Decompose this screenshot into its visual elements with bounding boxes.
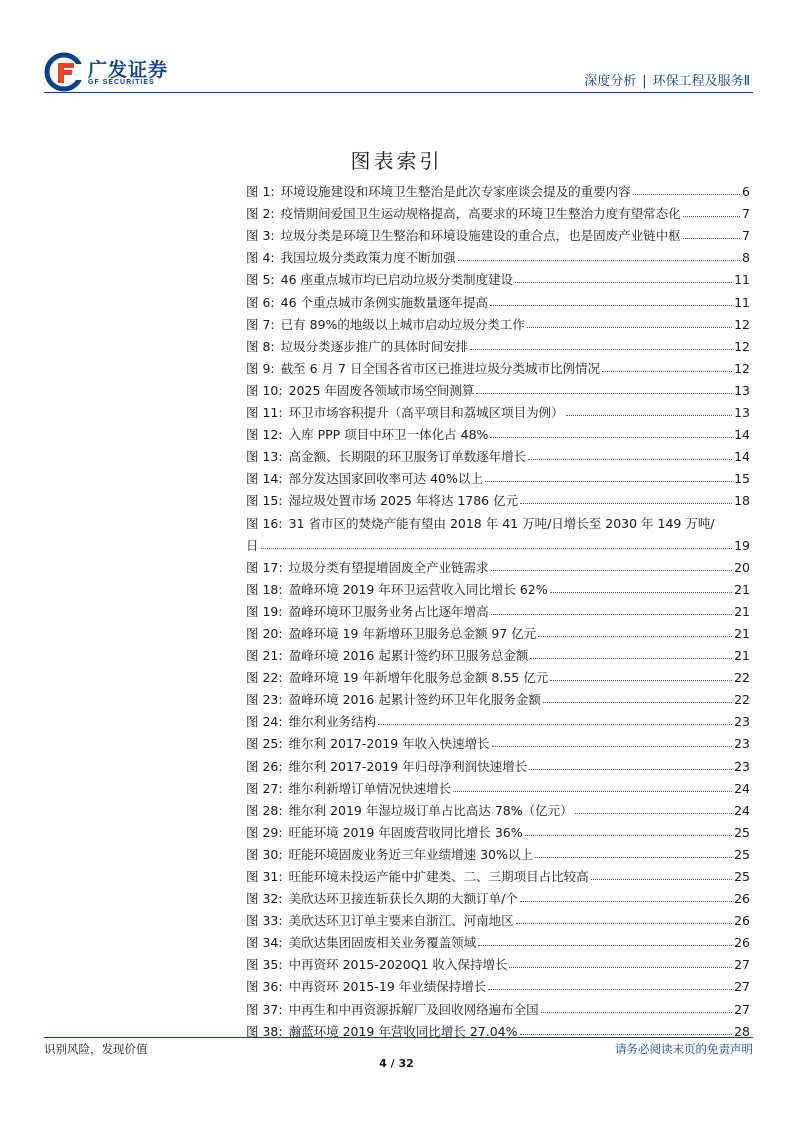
toc-entry[interactable] <box>246 221 750 243</box>
report-type: 深度分析 <box>584 74 637 89</box>
toc-entry-label: 图 36: <box>246 979 283 995</box>
toc-dot-leader <box>378 724 732 725</box>
toc-entry-page: 25 <box>734 846 750 862</box>
toc-entry[interactable] <box>246 751 750 773</box>
toc-entry-label: 图 3: <box>246 228 275 244</box>
toc-dot-leader <box>261 548 733 549</box>
toc-entry-label: 图 25: <box>246 736 283 752</box>
toc-entry-label: 图 17: <box>246 559 283 575</box>
toc-entry[interactable] <box>246 464 750 486</box>
toc-entry-label: 图 24: <box>246 714 283 730</box>
toc-entry-label: 图 20: <box>246 625 283 641</box>
toc-entry[interactable] <box>246 707 750 729</box>
toc-entry[interactable] <box>246 950 750 972</box>
toc-entry-page: 21 <box>734 581 750 597</box>
toc-entry[interactable] <box>246 442 750 464</box>
toc-dot-leader <box>535 857 732 858</box>
toc-entry[interactable] <box>246 553 750 575</box>
toc-dot-leader <box>543 702 732 703</box>
toc-entry-title: 我国垃圾分类政策力度不断加强 <box>280 250 456 266</box>
toc-dot-leader <box>591 879 732 880</box>
toc-entry[interactable] <box>246 994 750 1016</box>
toc-entry-label: 图 35: <box>246 957 283 973</box>
toc-entry-title: 疫情期间爱国卫生运动规格提高，高要求的环境卫生整治力度有望常态化 <box>280 206 681 222</box>
toc-entry-label: 图 34: <box>246 935 283 951</box>
toc-entry[interactable] <box>246 840 750 862</box>
toc-dot-leader <box>492 746 732 747</box>
toc-entry[interactable] <box>246 575 750 597</box>
toc-entry-label: 图 5: <box>246 272 275 288</box>
toc-entry-title: 美欣达环卫接连斩获长久期的大额订单/个 <box>288 891 518 907</box>
toc-entry-title: 入库 PPP 项目中环卫一体化占 48% <box>288 427 489 443</box>
toc-entry-title: 维尔利业务结构 <box>288 714 377 730</box>
toc-entry-page: 11 <box>734 272 750 288</box>
gf-logo-icon <box>44 52 84 92</box>
toc-entry[interactable] <box>246 376 750 398</box>
toc-entry[interactable] <box>246 818 750 840</box>
toc-entry-title: 中再生和中再资源拆解厂及回收网络遍布全国 <box>288 1001 539 1017</box>
toc-dot-leader <box>525 835 732 836</box>
report-category-header <box>581 70 753 89</box>
toc-entry[interactable] <box>246 884 750 906</box>
toc-entry-page: 19 <box>734 537 750 553</box>
toc-entry-label: 图 27: <box>246 780 283 796</box>
toc-entry[interactable] <box>246 177 750 199</box>
toc-entry[interactable] <box>246 862 750 884</box>
toc-entry-title: 46 座重点城市均已启动垃圾分类制度建设 <box>280 272 514 288</box>
toc-entry-label: 图 30: <box>246 846 283 862</box>
toc-entry-page: 23 <box>734 714 750 730</box>
page-number: 4 / 32 <box>379 1057 414 1070</box>
toc-entry-page: 24 <box>734 780 750 796</box>
toc-entry-label: 图 26: <box>246 758 283 774</box>
toc-entry-title: 盈峰环境 19 年新增年化服务总金额 8.55 亿元 <box>288 670 549 686</box>
toc-entry-title: 盈峰环境 2019 年环卫运营收入同比增长 62% <box>288 581 548 597</box>
toc-entry-page: 21 <box>734 648 750 664</box>
toc-dot-leader <box>490 305 732 306</box>
toc-entry-label: 图 12: <box>246 427 283 443</box>
toc-entry-page: 12 <box>734 316 750 332</box>
toc-entry-label: 图 33: <box>246 913 283 929</box>
toc-entry-label: 图 9: <box>246 360 275 376</box>
toc-entry-label: 图 37: <box>246 1001 283 1017</box>
toc-entry-page: 21 <box>734 625 750 641</box>
toc-entry-title: 中再资环 2015-2020Q1 收入保持增长 <box>288 957 508 973</box>
toc-dot-leader <box>575 813 732 814</box>
toc-entry-title: 46 个重点城市条例实施数量逐年提高 <box>280 294 489 310</box>
toc-dot-leader <box>476 393 732 394</box>
toc-dot-leader <box>515 282 732 283</box>
logo-text-en: GF SECURITIES <box>88 79 155 86</box>
toc-entry-title: 垃圾分类是环境卫生整治和环境设施建设的重合点，也是固废产业链中枢 <box>280 228 681 244</box>
toc-dot-leader <box>490 437 732 438</box>
toc-entry-page: 13 <box>734 405 750 421</box>
toc-entry-title: 美欣达环卫订单主要来自浙江、河南地区 <box>288 913 514 929</box>
toc-entry-title: 部分发达国家回收率可达 40%以上 <box>288 471 483 487</box>
toc-entry[interactable] <box>246 531 750 553</box>
toc-entry-label: 图 7: <box>246 316 275 332</box>
toc-dot-leader <box>491 570 732 571</box>
toc-entry-title: 旺能环境 2019 年固废营收同比增长 36% <box>288 824 523 840</box>
toc-entry-title: 维尔利 2017-2019 年收入快速增长 <box>288 736 490 752</box>
toc-entry[interactable] <box>246 729 750 751</box>
toc-entry-title: 环卫市场容积提升（高平项目和荔城区项目为例） <box>288 405 564 421</box>
toc-entry-page: 27 <box>734 957 750 973</box>
toc-entry[interactable] <box>246 354 750 376</box>
toc-dot-leader <box>520 503 732 504</box>
toc-entry-label: 图 29: <box>246 824 283 840</box>
toc-entry-title: 高金额、长期限的环卫服务订单数逐年增长 <box>288 449 527 465</box>
toc-entry[interactable] <box>246 265 750 287</box>
toc-dot-leader <box>683 216 740 217</box>
toc-entry-page: 27 <box>734 1001 750 1017</box>
toc-entry-label: 图 23: <box>246 692 283 708</box>
toc-entry-page: 7 <box>742 206 750 222</box>
toc-entry-title: 环境设施建设和环境卫生整治是此次专家座谈会提及的重要内容 <box>280 184 631 200</box>
toc-entry-page: 6 <box>742 184 750 200</box>
toc-entry-label: 图 19: <box>246 603 283 619</box>
toc-entry-label: 图 28: <box>246 802 283 818</box>
toc-entry[interactable] <box>246 774 750 796</box>
toc-entry-title: 垃圾分类逐步推广的具体时间安排 <box>280 338 469 354</box>
toc-dot-leader <box>453 791 732 792</box>
toc-entry-title: 旺能环境固废业务近三年业绩增速 30%以上 <box>288 846 533 862</box>
footer-disclaimer-note: 请务必阅读末页的免责声明 <box>615 1042 753 1056</box>
toc-dot-leader <box>528 459 732 460</box>
toc-dot-leader <box>550 680 732 681</box>
toc-entry-page: 24 <box>734 802 750 818</box>
toc-entry-title: 盈峰环境 2016 起累计签约环卫年化服务金额 <box>288 692 541 708</box>
logo-text-cn: 广发证券 <box>88 59 169 81</box>
toc-entry[interactable] <box>246 972 750 994</box>
toc-dot-leader <box>538 636 732 637</box>
toc-entry-page: 28 <box>734 1023 750 1039</box>
toc-dot-leader <box>530 658 732 659</box>
toc-entry-title: 日 <box>246 537 259 553</box>
toc-entry-page: 12 <box>734 360 750 376</box>
toc-entry[interactable] <box>246 597 750 619</box>
toc-entry[interactable] <box>246 287 750 309</box>
header-divider <box>44 92 753 93</box>
toc-entry-page: 26 <box>734 935 750 951</box>
toc-entry[interactable] <box>246 508 750 530</box>
toc-entry-label: 图 13: <box>246 449 283 465</box>
toc-entry[interactable] <box>246 1017 750 1039</box>
toc-entry-label: 图 14: <box>246 471 283 487</box>
toc-entry-label: 图 38: <box>246 1023 283 1039</box>
toc-entry-title: 维尔利新增订单情况快速增长 <box>288 780 452 796</box>
toc-entry[interactable] <box>246 906 750 928</box>
toc-entry-label: 图 4: <box>246 250 275 266</box>
toc-entry-label: 图 32: <box>246 891 283 907</box>
toc-entry-page: 26 <box>734 891 750 907</box>
toc-entry[interactable] <box>246 796 750 818</box>
toc-entry[interactable] <box>246 663 750 685</box>
toc-entry-page: 23 <box>734 736 750 752</box>
toc-entry[interactable] <box>246 420 750 442</box>
toc-entry[interactable] <box>246 641 750 663</box>
toc-entry-label: 图 15: <box>246 493 283 509</box>
toc-dot-leader <box>602 371 732 372</box>
toc-entry-label: 图 22: <box>246 670 283 686</box>
toc-entry-page: 12 <box>734 338 750 354</box>
toc-dot-leader <box>478 945 732 946</box>
toc-entry-title: 31 省市区的焚烧产能有望由 2018 年 41 万吨/日增长至 2030 年 149 万吨/ <box>288 515 715 531</box>
toc-entry[interactable] <box>246 243 750 265</box>
toc-entry-page: 14 <box>734 449 750 465</box>
toc-entry-page: 27 <box>734 979 750 995</box>
toc-entry-title: 盈峰环境 2016 起累计签约环卫服务总金额 <box>288 648 529 664</box>
toc-entry-page: 22 <box>734 670 750 686</box>
toc-entry-page: 25 <box>734 869 750 884</box>
toc-entry[interactable] <box>246 199 750 221</box>
toc-dot-leader <box>529 769 732 770</box>
toc-entry-title: 已有 89%的地级以上城市启动垃圾分类工作 <box>280 316 525 332</box>
toc-dot-leader <box>683 238 740 239</box>
toc-entry[interactable] <box>246 332 750 354</box>
toc-dot-leader <box>488 989 732 990</box>
toc-dot-leader <box>485 481 732 482</box>
toc-entry-page: 14 <box>734 427 750 443</box>
toc-entry-title: 维尔利 2017-2019 年归母净利润快速增长 <box>288 758 528 774</box>
toc-entry-title: 截至 6 月 7 日全国各省市区已推进垃圾分类城市比例情况 <box>280 360 600 376</box>
toc-entry-page: 18 <box>734 493 750 509</box>
toc-entry-page: 20 <box>734 559 750 575</box>
toc-entry-label: 图 11: <box>246 405 283 421</box>
toc-entry[interactable] <box>246 685 750 707</box>
toc-entry-title: 盈峰环境环卫服务业务占比逐年增高 <box>288 603 489 619</box>
toc-entry-title: 2025 年固废各领域市场空间测算 <box>288 382 475 398</box>
toc-dot-leader <box>550 592 732 593</box>
toc-entry-label: 图 18: <box>246 581 283 597</box>
company-logo <box>44 52 204 92</box>
toc-entry-title: 湿垃圾处置市场 2025 年将达 1786 亿元 <box>288 493 519 509</box>
toc-entry-title: 垃圾分类有望提增固废全产业链需求 <box>288 559 489 575</box>
page-title: 图表索引 <box>350 149 443 173</box>
toc-dot-leader <box>633 194 740 195</box>
toc-entry-title: 旺能环境未投运产能中扩建类、二、三期项目占比较高 <box>288 869 589 884</box>
toc-entry-title: 美欣达集团固废相关业务覆盖领域 <box>288 935 477 951</box>
footer-slogan: 识别风险，发现价值 <box>44 1042 148 1056</box>
toc-entry-page: 22 <box>734 692 750 708</box>
toc-entry[interactable] <box>246 486 750 508</box>
toc-entry-page: 23 <box>734 758 750 774</box>
toc-dot-leader <box>541 1012 732 1013</box>
header-separator: | <box>642 74 647 89</box>
toc-dot-leader <box>520 1034 733 1035</box>
toc-entry-label: 图 2: <box>246 206 275 222</box>
figure-index-list <box>246 177 750 1039</box>
toc-entry-page: 25 <box>734 824 750 840</box>
report-sector: 环保工程及服务Ⅱ <box>652 74 750 89</box>
toc-dot-leader <box>491 614 732 615</box>
toc-entry-label: 图 10: <box>246 382 283 398</box>
toc-dot-leader <box>566 415 732 416</box>
toc-dot-leader <box>458 260 740 261</box>
toc-entry-page: 7 <box>742 228 750 244</box>
toc-entry-label: 图 6: <box>246 294 275 310</box>
toc-entry-label: 图 16: <box>246 515 283 531</box>
toc-entry-label: 图 1: <box>246 184 275 200</box>
toc-entry-page: 26 <box>734 913 750 929</box>
toc-entry[interactable] <box>246 928 750 950</box>
toc-entry-label: 图 21: <box>246 648 283 664</box>
toc-entry-page: 15 <box>734 471 750 487</box>
toc-dot-leader <box>470 349 732 350</box>
toc-entry[interactable] <box>246 398 750 420</box>
toc-dot-leader <box>520 901 732 902</box>
toc-entry[interactable] <box>246 310 750 332</box>
toc-entry[interactable] <box>246 619 750 641</box>
footer-divider <box>44 1037 753 1038</box>
toc-dot-leader <box>509 967 732 968</box>
toc-entry-label: 图 31: <box>246 869 283 884</box>
toc-entry-page: 11 <box>734 294 750 310</box>
toc-dot-leader <box>516 923 732 924</box>
toc-entry-page: 8 <box>742 250 750 266</box>
toc-entry-page: 21 <box>734 603 750 619</box>
toc-entry-title: 盈峰环境 19 年新增环卫服务总金额 97 亿元 <box>288 625 537 641</box>
toc-entry-title: 瀚蓝环境 2019 年营收同比增长 27.04% <box>288 1023 518 1039</box>
toc-entry-label: 图 8: <box>246 338 275 354</box>
toc-entry-title: 维尔利 2019 年湿垃圾订单占比高达 78%（亿元） <box>288 802 573 818</box>
toc-entry-page: 13 <box>734 382 750 398</box>
toc-dot-leader <box>527 327 732 328</box>
toc-entry-title: 中再资环 2015-19 年业绩保持增长 <box>288 979 487 995</box>
